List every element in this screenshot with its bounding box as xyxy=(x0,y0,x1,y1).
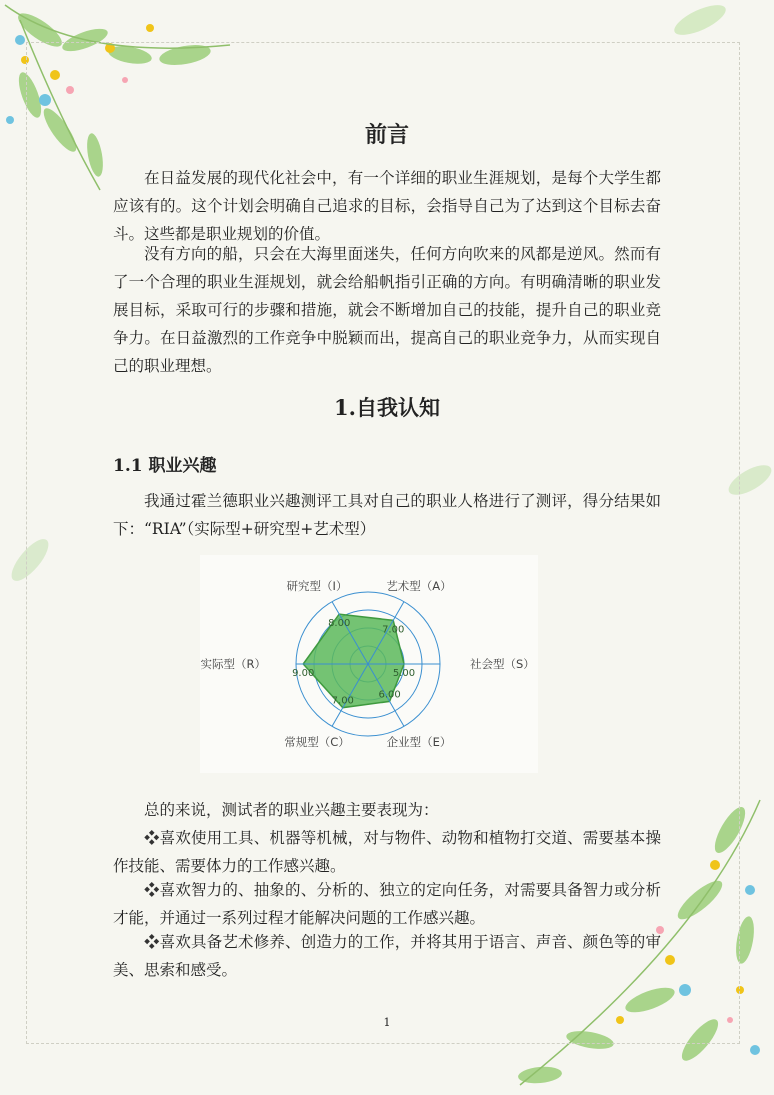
radar-value-label: 5.00 xyxy=(392,668,416,679)
holland-radar-chart xyxy=(200,555,538,773)
preface-paragraph-1: 在日益发展的现代化社会中，有一个详细的职业生涯规划，是每个大学生都应该有的。这个计划会明确自己追求的目标，会指导自己为了达到这个目标去奋斗。这些都是职业规划的价值。 xyxy=(113,169,661,243)
bullet-mark: ❖ xyxy=(144,881,160,899)
preface-title: 前言 xyxy=(364,122,409,148)
bullet-text: 喜欢智力的、抽象的、分析的、独立的定向任务，对需要具备智力或分析才能，并通过一系列过程才能解决问题的工作感兴趣。 xyxy=(113,881,661,927)
radar-category-label: 企业型（E） xyxy=(386,734,452,749)
bullet-item xyxy=(113,876,661,932)
radar-value-label: 8.00 xyxy=(328,618,351,630)
bullet-text: 喜欢具备艺术修养、创造力的工作，并将其用于语言、声音、颜色等的审美、思索和感受。 xyxy=(113,933,661,979)
bullet-item xyxy=(113,824,661,880)
radar-value-label: 6.00 xyxy=(378,689,401,701)
radar-value-label: 7.00 xyxy=(331,695,354,707)
radar-value-label: 9.00 xyxy=(292,668,315,679)
radar-chart-svg xyxy=(200,555,538,773)
section-title: 1.自我认知 xyxy=(334,395,440,420)
intro-paragraph: 我通过霍兰德职业兴趣测评工具对自己的职业人格进行了测评，得分结果如下：“RIA”（实际型+研究型+艺术型） xyxy=(113,492,661,538)
radar-category-label: 实际型（R） xyxy=(200,657,266,671)
bullet-item xyxy=(113,928,661,984)
bullet-text: 喜欢使用工具、机器等机械，对与物件、动物和植物打交道、需要基本操作技能、需要体力的工作感兴趣。 xyxy=(113,829,661,875)
bullet-mark: ❖ xyxy=(144,829,160,847)
radar-category-label: 社会型（S） xyxy=(470,657,535,671)
bullet-mark: ❖ xyxy=(144,933,160,951)
preface-paragraph-2: 没有方向的船，只会在大海里面迷失，任何方向吹来的风都是逆风。然而有了一个合理的职业生涯规划，就会给船帆指引正确的方向。有明确清晰的职业发展目标，采取可行的步骤和措施，就会不断增加自己的技能，提升自己的职业竞争力。在日益激烈的工作竞争中脱颖而出，提高自己的职业竞争力，从而实现自己的职业理想。 xyxy=(113,245,661,375)
radar-category-label: 艺术型（A） xyxy=(386,579,452,594)
summary-line: 总的来说，测试者的职业兴趣主要表现为： xyxy=(144,801,439,819)
page-number: 1 xyxy=(383,1016,391,1029)
radar-value-label: 7.00 xyxy=(382,624,405,636)
subsection-title: 1.1 职业兴趣 xyxy=(113,456,217,476)
radar-category-label: 研究型（I） xyxy=(286,579,348,594)
radar-category-label: 常规型（C） xyxy=(284,734,350,749)
